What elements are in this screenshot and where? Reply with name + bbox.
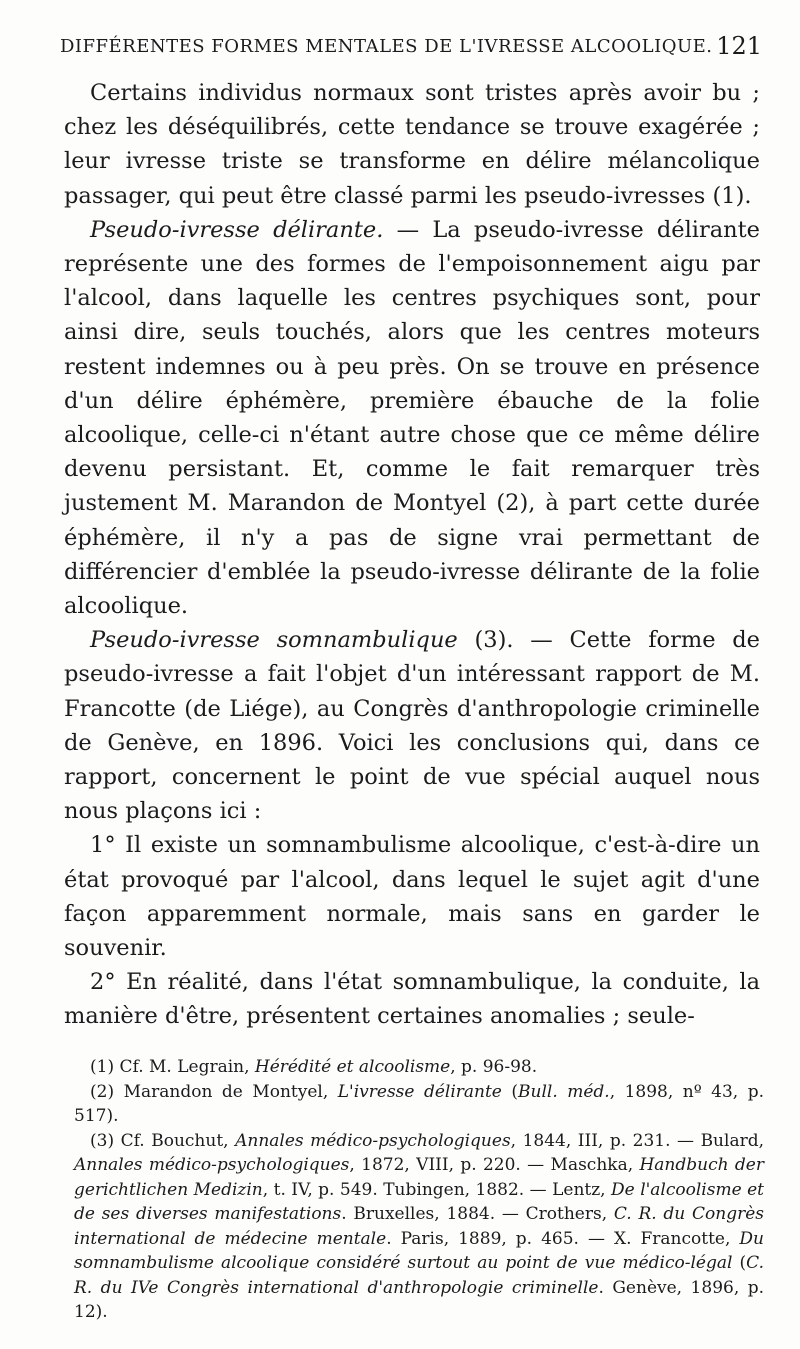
paragraph [64, 213, 760, 623]
footnote-text: , 1898, nº 43, p. 517). [74, 1081, 764, 1126]
footnote-text: Cf. Bouchut, [114, 1130, 236, 1151]
footnote-text: ( [732, 1253, 747, 1273]
paragraph [64, 623, 760, 828]
paragraph-text: Certains individus normaux sont tristes après avoir bu ; chez les déséquilibrés, cette tendance se trouve exagérée ; leur ivresse triste se transforme en délire mélancolique passager, qui peut être classé parmi les pseudo-ivresses (1). [64, 80, 760, 209]
footnote-text: , t. IV, p. 549. Tubingen, 1882. — Lentz, [262, 1179, 612, 1200]
paragraph-text: (3). — Cette forme de pseudo-ivresse a fait l'objet d'un intéressant rapport de M. Francotte (de Liége), au Congrès d'anthropologie criminelle de Genève, en 1896. Voici les conclusions qui, dans ce rapport, concernent le point de vue spécial auquel nous nous plaçons ici : [64, 627, 760, 825]
paragraph-text: 1° Il existe un somnambulisme alcoolique, c'est-à-dire un état provoqué par l'alcool, dans lequel le sujet agit d'une façon apparemment normale, mais sans en garder le souvenir. [64, 832, 760, 962]
page-number: 121 [716, 32, 762, 60]
footnote-title: C. R. du IVe Congrès international d'anthropologie criminelle [74, 1253, 764, 1298]
paragraph-text: 2° En réalité, dans l'état somnambulique, la conduite, la manière d'être, présentent certaines anomalies ; seule- [64, 969, 760, 1030]
paragraph [64, 828, 760, 965]
footnote-text: , 1872, VIII, p. 220. — Maschka, [349, 1155, 640, 1175]
footnote-title: Annales médico-psychologiques [235, 1130, 511, 1151]
footnote-marker: (2) [90, 1081, 115, 1102]
footnote-title: C. R. du Congrès international de médecine mentale [74, 1204, 764, 1249]
footnote-text: . Bruxelles, 1884. — Crothers, [341, 1204, 614, 1224]
paragraph-lead: Pseudo-ivresse somnambulique [90, 627, 458, 654]
footnote-title: L'ivresse délirante [337, 1081, 502, 1102]
footnote-text: . Paris, 1889, p. 465. — X. Francotte, [386, 1228, 740, 1249]
footnote-text: Cf. M. Legrain, [114, 1057, 255, 1077]
running-title: DIFFÉRENTES FORMES MENTALES DE L'IVRESSE ALCOOLIQUE. [60, 36, 713, 57]
footnote-marker: (1) [90, 1057, 115, 1077]
footnote-title: Handbuch der gerichtlichen Medizin [74, 1155, 764, 1200]
footnote-marker: (3) [90, 1130, 115, 1151]
footnote-title: Annales médico-psychologiques [74, 1155, 350, 1175]
footnotes [74, 1055, 764, 1325]
footnote [74, 1129, 764, 1325]
footnote-text: , p. 96-98. [450, 1057, 538, 1077]
footnote-title: De l'alcoolisme et de ses diverses manifestations [74, 1179, 764, 1224]
paragraph-text: — La pseudo-ivresse délirante représente une des formes de l'empoisonnement aigu par l'alcool, dans laquelle les centres psychiques sont, pour ainsi dire, seuls touchés, alors que les centres moteurs restent indemnes ou à peu près. On se trouve en présence d'un délire éphémère, première ébauche de la folie alcoolique, celle-ci n'étant autre chose que ce même délire devenu persistant. Et, comme le fait remarquer très justement M. Marandon de Montyel (2), à part cette durée éphémère, il n'y a pas de signe vrai permettant de différencier d'emblée la pseudo-ivresse délirante de la folie alcoolique. [64, 216, 760, 620]
footnote-text: Marandon de Montyel, [114, 1081, 338, 1102]
footnote-title: Hérédité et alcoolisme [254, 1057, 451, 1077]
page-header [60, 30, 780, 64]
paragraph [64, 965, 760, 1033]
footnote-title: Du somnambulisme alcoolique considéré surtout au point de vue médico-légal [74, 1228, 764, 1273]
footnote-title: Bull. méd. [518, 1081, 610, 1102]
paragraph-lead: Pseudo-ivresse délirante. [90, 216, 384, 243]
footnote-text: . Genève, 1896, p. 12). [74, 1277, 764, 1322]
main-text [64, 76, 760, 1034]
footnote [74, 1080, 764, 1129]
footnote-text: ( [501, 1081, 518, 1102]
paragraph [64, 76, 760, 213]
footnote [74, 1055, 764, 1080]
footnote-text: , 1844, III, p. 231. — Bulard, [510, 1130, 764, 1151]
